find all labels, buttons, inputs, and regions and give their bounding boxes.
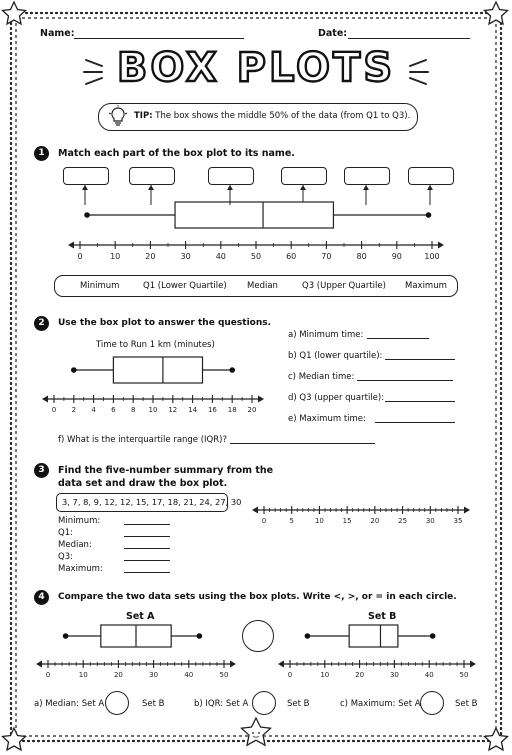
compare-circle[interactable] — [252, 691, 276, 715]
answer-box[interactable] — [129, 167, 175, 185]
tick-label: 18 — [227, 406, 237, 414]
question-number: 3 — [34, 463, 49, 478]
question-prompt: Compare the two data sets using the box plots. Write <, >, or = in each circle. — [58, 592, 457, 602]
box — [113, 357, 202, 383]
tick-label: 16 — [207, 406, 217, 414]
tick-label: 10 — [314, 517, 324, 525]
arrow-right-icon — [470, 661, 476, 668]
tick-label: 70 — [321, 252, 332, 261]
tick-label: 60 — [286, 252, 297, 261]
date-label: Date: — [318, 28, 348, 39]
star-icon — [485, 728, 508, 750]
answer-line[interactable] — [385, 359, 455, 360]
tick-label: 30 — [149, 671, 159, 679]
tick-label: 20 — [113, 671, 123, 679]
data-set: 3, 7, 8, 9, 12, 12, 15, 17, 18, 21, 24, 27, 30 — [62, 497, 242, 507]
tick-label: 25 — [398, 517, 408, 525]
question-number: 4 — [34, 590, 49, 605]
answer-line[interactable] — [357, 380, 453, 381]
question-label: c) Median time: — [288, 372, 355, 382]
tick-label: 0 — [77, 252, 83, 261]
word-bank-item: Q3 (Upper Quartile) — [302, 281, 386, 291]
field-label: Q3: — [58, 552, 73, 562]
tick-label: 8 — [130, 406, 136, 414]
tick-label: 4 — [91, 406, 96, 414]
compare-prefix: c) Maximum: Set A — [340, 699, 421, 709]
arrow-up-icon — [148, 185, 154, 190]
question-number: 2 — [34, 316, 49, 331]
compare-prefix: b) IQR: Set A — [194, 699, 249, 709]
word-bank-item: Maximum — [405, 281, 447, 291]
question-label: b) Q1 (lower quartile): — [288, 351, 383, 361]
arrow-left-icon — [252, 507, 258, 514]
tick-label: 6 — [111, 406, 116, 414]
tick-label: 10 — [110, 252, 121, 261]
answer-box[interactable] — [344, 167, 390, 185]
star-icon — [3, 728, 26, 750]
answer-box[interactable] — [408, 167, 454, 185]
tick-label: 50 — [250, 252, 262, 261]
tick-label: 80 — [356, 252, 367, 261]
answer-line[interactable] — [124, 572, 170, 573]
tick-label: 0 — [45, 671, 51, 679]
word-bank-item: Q1 (Lower Quartile) — [143, 281, 227, 291]
minimum-point — [305, 633, 311, 639]
question-prompt: Use the box plot to answer the questions. — [58, 318, 272, 328]
tick-label: 0 — [261, 517, 267, 525]
star-icon — [3, 2, 26, 24]
tick-label: 40 — [184, 671, 194, 679]
question-prompt: data set and draw the box plot. — [58, 478, 228, 489]
minimum-point — [63, 633, 69, 639]
tick-label: 30 — [180, 252, 191, 261]
tick-label: 20 — [370, 517, 380, 525]
answer-line[interactable] — [367, 338, 429, 339]
answer-line[interactable] — [375, 422, 455, 423]
arrow-up-icon — [427, 185, 433, 190]
date-field[interactable] — [348, 38, 470, 39]
tick-label: 0 — [51, 406, 57, 414]
compare-suffix: Set B — [287, 699, 310, 709]
arrow-left-icon — [68, 242, 74, 249]
tick-label: 40 — [215, 252, 226, 261]
compare-circle[interactable] — [420, 691, 444, 715]
maximum-point — [197, 633, 203, 639]
tick-label: 2 — [71, 406, 77, 414]
tick-label: 20 — [145, 252, 156, 261]
arrow-up-icon — [300, 185, 306, 190]
maximum-point — [229, 367, 235, 373]
tick-label: 20 — [247, 406, 257, 414]
answer-box[interactable] — [281, 167, 327, 185]
answer-box[interactable] — [63, 167, 109, 185]
answer-line[interactable] — [124, 524, 170, 525]
question-label: d) Q3 (upper quartile): — [288, 393, 385, 403]
tick-label: 20 — [355, 671, 365, 679]
compare-circle[interactable] — [105, 691, 129, 715]
tick-label: 12 — [168, 406, 178, 414]
field-label: Median: — [58, 540, 92, 550]
tick-label: 50 — [459, 671, 469, 679]
answer-line[interactable] — [124, 560, 170, 561]
chart-title: Time to Run 1 km (minutes) — [96, 340, 215, 350]
star-icon — [485, 2, 508, 24]
name-label: Name: — [40, 28, 75, 39]
compare-prefix: a) Median: Set A — [34, 699, 105, 709]
arrow-left-icon — [36, 661, 42, 668]
tick-label: 100 — [424, 252, 440, 261]
tick-label: 0 — [287, 671, 293, 679]
question-label: f) What is the interquartile range (IQR)? — [58, 435, 227, 445]
maximum-point — [426, 212, 432, 218]
set-b-label: Set B — [368, 611, 397, 622]
set-a-box-plot — [34, 620, 240, 686]
answer-line[interactable] — [124, 548, 170, 549]
q2-box-plot — [40, 352, 266, 418]
name-field[interactable] — [74, 38, 244, 39]
tip-prefix: TIP: — [134, 111, 153, 121]
arrow-right-icon — [464, 507, 470, 514]
maximum-point — [430, 633, 436, 639]
set-a-label: Set A — [126, 611, 155, 622]
tick-label: 35 — [453, 517, 463, 525]
question-number: 1 — [34, 146, 49, 161]
tick-label: 10 — [78, 671, 88, 679]
tick-label: 15 — [342, 517, 352, 525]
tick-label: 40 — [424, 671, 434, 679]
answer-box[interactable] — [208, 167, 254, 185]
compare-circle[interactable] — [242, 620, 274, 652]
smiling-star-icon — [242, 718, 271, 745]
arrow-left-icon — [278, 661, 284, 668]
arrow-right-icon — [438, 242, 444, 249]
answer-line[interactable] — [124, 536, 170, 537]
arrow-up-icon — [82, 185, 88, 190]
box — [349, 625, 398, 647]
answer-line[interactable] — [230, 443, 375, 444]
tick-label: 10 — [148, 406, 158, 414]
field-label: Minimum: — [58, 516, 101, 526]
tick-label: 30 — [425, 517, 435, 525]
q1-box-plot — [60, 185, 460, 270]
set-b-box-plot — [278, 620, 484, 686]
question-prompt: Find the five-number summary from the — [58, 465, 274, 476]
tick-label: 14 — [188, 406, 198, 414]
compare-suffix: Set B — [455, 699, 478, 709]
question-label: e) Maximum time: — [288, 414, 366, 424]
word-bank-item: Median — [247, 281, 278, 291]
page-title: BOX PLOTS — [116, 45, 396, 91]
field-label: Q1: — [58, 528, 73, 538]
word-bank-item: Minimum — [80, 281, 120, 291]
compare-suffix: Set B — [142, 699, 165, 709]
tick-label: 50 — [219, 671, 229, 679]
tick-label: 5 — [289, 517, 294, 525]
box — [175, 202, 333, 228]
field-label: Maximum: — [58, 564, 103, 574]
arrow-left-icon — [42, 396, 48, 403]
tip-text: The box shows the middle 50% of the data (from Q1 to Q3). — [155, 111, 411, 121]
arrow-up-icon — [227, 185, 233, 190]
lightbulb-icon — [107, 105, 129, 127]
answer-line[interactable] — [385, 401, 455, 402]
minimum-point — [84, 212, 90, 218]
question-prompt: Match each part of the box plot to its name. — [58, 148, 295, 159]
tick-label: 30 — [389, 671, 399, 679]
arrow-right-icon — [258, 396, 264, 403]
q3-number-line[interactable] — [250, 500, 476, 534]
tick-label: 10 — [320, 671, 330, 679]
minimum-point — [71, 367, 77, 373]
question-label: a) Minimum time: — [288, 330, 364, 340]
arrow-up-icon — [363, 185, 369, 190]
arrow-right-icon — [230, 661, 236, 668]
tick-label: 90 — [391, 252, 402, 261]
